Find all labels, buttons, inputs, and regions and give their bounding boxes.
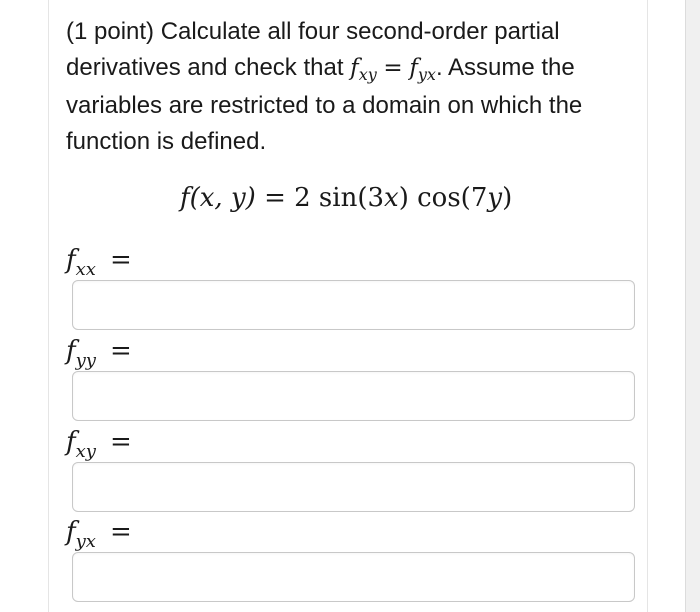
eq-rhs-part3: ) xyxy=(502,183,513,213)
fyx-symbol: f xyxy=(409,55,418,81)
fyx-equals: = xyxy=(109,517,132,547)
eq-rhs-x: x xyxy=(384,183,399,213)
fxy-label-subscript: xy xyxy=(75,441,96,462)
fyx-label-subscript: yx xyxy=(75,531,96,552)
fyx-label xyxy=(66,517,132,552)
fxy-equals: = xyxy=(109,427,132,457)
eq-rhs-y: y xyxy=(487,183,503,213)
problem-statement xyxy=(66,14,641,160)
problem-points: (1 point) xyxy=(66,18,155,45)
fxx-answer-input[interactable] xyxy=(72,280,635,330)
eq-function-name: f xyxy=(180,183,190,213)
function-equation xyxy=(180,183,580,213)
eq-rhs-part2: ) cos(7 xyxy=(398,183,488,213)
fxy-label xyxy=(66,427,132,462)
fxy-symbol: f xyxy=(350,55,359,81)
scrollbar[interactable] xyxy=(685,0,700,612)
problem-text-1: Calculate all four second-order partial derivatives and check that xyxy=(66,18,560,81)
problem-text-2: . Assume the variables are restricted to a domain on which the function is defined. xyxy=(66,54,583,155)
fyy-symbol: f xyxy=(66,336,76,366)
fxx-label xyxy=(66,245,132,280)
fxy-subscript: xy xyxy=(358,65,377,84)
fxy-label-symbol: f xyxy=(66,427,76,457)
equals-sign: = xyxy=(383,55,403,81)
fyx-label-symbol: f xyxy=(66,517,76,547)
fyx-subscript: yx xyxy=(417,65,436,84)
fxy-answer-input[interactable] xyxy=(72,462,635,512)
eq-rhs-part1: 2 sin(3 xyxy=(294,183,385,213)
eq-args: (x, y) xyxy=(189,183,256,213)
fxx-symbol: f xyxy=(66,245,76,275)
fxx-equals: = xyxy=(109,245,132,275)
fyx-answer-input[interactable] xyxy=(72,552,635,602)
fyy-subscript: yy xyxy=(75,350,96,371)
fxx-subscript: xx xyxy=(75,259,96,280)
eq-equals: = xyxy=(264,183,286,213)
fyy-equals: = xyxy=(109,336,132,366)
fyy-answer-input[interactable] xyxy=(72,371,635,421)
fyy-label xyxy=(66,336,132,371)
